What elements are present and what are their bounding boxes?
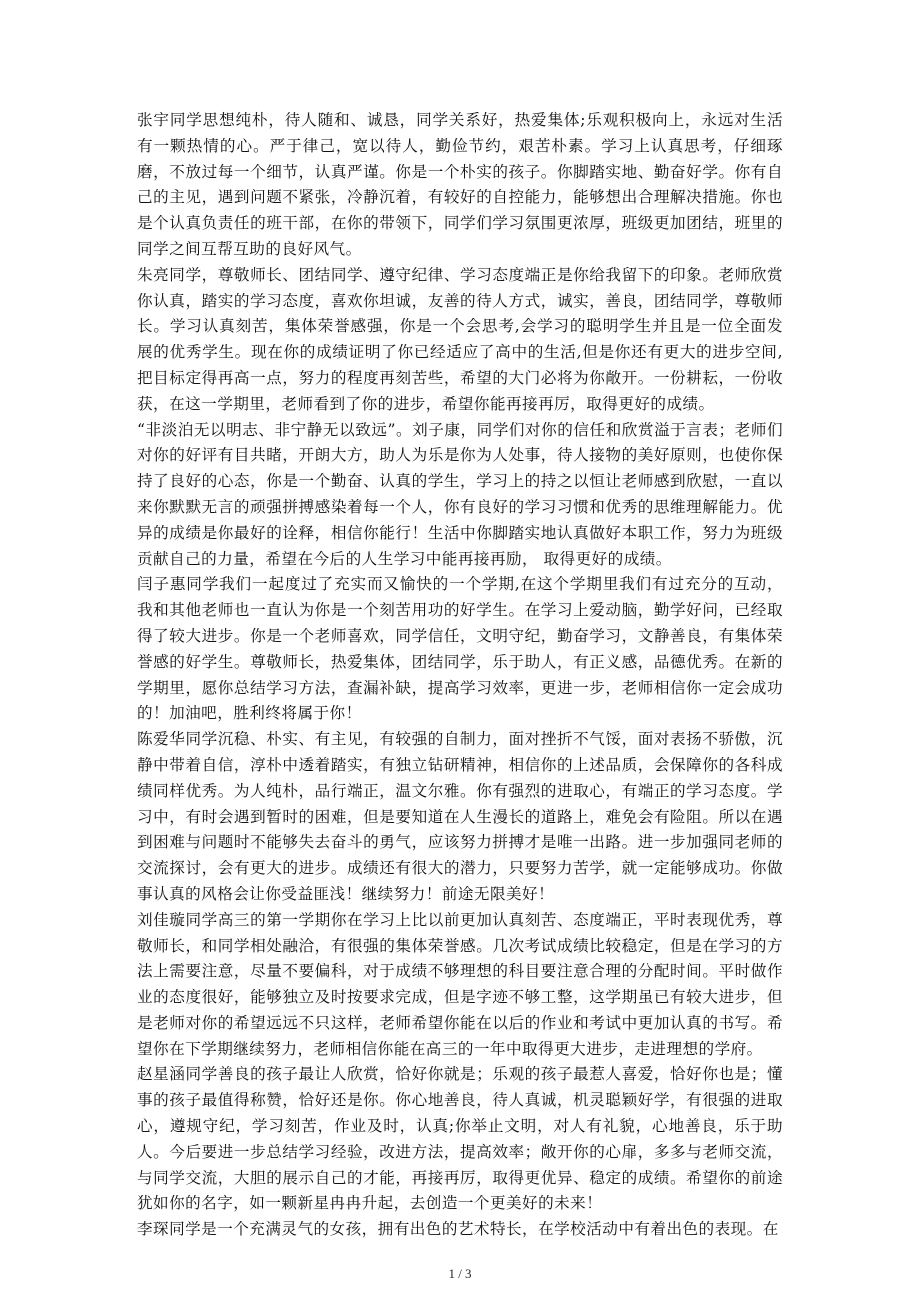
comment-paragraph-liu-jiaxuan: 刘佳璇同学高三的第一学期你在学习上比以前更加认真刻苦、态度端正，平时表现优秀，尊敬师长，和同学相处融洽，有很强的集体荣誉感。几次考试成绩比较稳定，但是在学习的方法上需要注意，尽量不要偏科，对于成绩不够理想的科目要注意合理的分配时间。平时做作业的态度很好，能够独立及时按要求完成，但是字迹不够工整，这学期虽已有较大进步，但是老师对你的希望远远不只这样，老师希望你能在以后的作业和考试中更加认真的书写。希望你在下学期继续努力，老师相信你能在高三的一年中取得更大进步，走进理想的学府。 xyxy=(137,910,783,1058)
comment-paragraph-yan-zihui: 闫子惠同学我们一起度过了充实而又愉快的一个学期,在这个学期里我们有过充分的互动，我和其他老师也一直认为你是一个刻苦用功的好学生。在学习上爱动脑，勤学好问，已经取得了较大进步。你是一个老师喜欢，同学信任，文明守纪，勤奋学习，文静善良，有集体荣誉感的好学生。尊敬师长，热爱集体，团结同学，乐于助人，有正义感，品德优秀。在新的学期里，愿你总结学习方法，查漏补缺，提高学习效率，更进一步，老师相信你一定会成功的！加油吧，胜利终将属于你！ xyxy=(137,575,783,723)
comment-paragraph-li-chen: 李琛同学是一个充满灵气的女孩，拥有出色的艺术特长，在学校活动中有着出色的表现。在 xyxy=(137,1220,779,1239)
page-number: 1 / 3 xyxy=(448,1266,472,1281)
comment-paragraph-zhao-xinghan: 赵星涵同学善良的孩子最让人欣赏，恰好你就是；乐观的孩子最惹人喜爱，恰好你也是；懂事的孩子最值得称赞，恰好还是你。你心地善良，待人真诚，机灵聪颖好学，有很强的进取心，遵规守纪，学习刻苦，作业及时，认真;你举止文明，对人有礼貌，心地善良，乐于助人。今后要进一步总结学习经验，改进方法，提高效率；敞开你的心扉，多多与老师交流，与同学交流，大胆的展示自己的才能，再接再厉，取得更优异、稳定的成绩。希望你的前途犹如你的名字，如一颗新星冉冉升起，去创造一个更美好的未来！ xyxy=(137,1065,783,1213)
comment-paragraph-liu-zikang: “非淡泊无以明志、非宁静无以致远”。刘子康，同学们对你的信任和欣赏溢于言表；老师们对你的好评有目共睹，开朗大方，助人为乐是你为人处事，待人接物的美好原则，也使你保持了良好的心态，你是一个勤奋、认真的学生，学习上的持之以恒让老师感到欣慰，一直以来你默默无言的顽强拼搏感染着每一个人，你有良好的学习习惯和优秀的思维理解能力。优异的成绩是你最好的诠释，相信你能行！生活中你脚踏实地认真做好本职工作，努力为班级贡献自己的力量，希望在今后的人生学习中能再接再励， 取得更好的成绩。 xyxy=(137,420,783,568)
document-body xyxy=(137,108,783,1243)
comment-paragraph-chen-aihua: 陈爱华同学沉稳、朴实、有主见，有较强的自制力，面对挫折不气馁，面对表扬不骄傲，沉静中带着自信，淳朴中透着踏实，有独立钻研精神，相信你的上述品质，会保障你的各科成绩同样优秀。为人纯朴，品行端正，温文尔雅。你有强烈的进取心，有端正的学习态度。学习中，有时会遇到暂时的困难，但是要知道在人生漫长的道路上，难免会有险阻。所以在遇到困难与问题时不能够失去奋斗的勇气，应该努力拼搏才是唯一出路。进一步加强同老师的交流探讨，会有更大的进步。成绩还有很大的潜力，只要努力苦学，就一定能够成功。你做事认真的风格会让你受益匪浅！继续努力！前途无限美好！ xyxy=(137,730,783,903)
comment-paragraph-zhang-yu: 张宇同学思想纯朴，待人随和、诚恳，同学关系好，热爱集体;乐观积极向上，永远对生活有一颗热情的心。严于律己，宽以待人，勤俭节约，艰苦朴素。学习上认真思考，仔细琢磨，不放过每一个细节，认真严谨。你是一个朴实的孩子。你脚踏实地、勤奋好学。你有自己的主见，遇到问题不紧张，冷静沉着，有较好的自控能力，能够想出合理解决措施。你也是个认真负责任的班干部，在你的带领下，同学们学习氛围更浓厚，班级更加团结，班里的同学之间互帮互助的良好风气。 xyxy=(137,111,783,258)
comment-paragraph-zhu-liang: 朱亮同学，尊敬师长、团结同学、遵守纪律、学习态度端正是你给我留下的印象。老师欣赏你认真，踏实的学习态度，喜欢你坦诚，友善的待人方式，诚实，善良，团结同学，尊敬师长。学习认真刻苦，集体荣誉感强，你是一个会思考,会学习的聪明学生并且是一位全面发展的优秀学生。现在你的成绩证明了你已经适应了高中的生活,但是你还有更大的进步空间,把目标定得再高一点，努力的程度再刻苦些，希望的大门必将为你敞开。一份耕耘，一份收获，在这一学期里，老师看到了你的进步，希望你能再接再厉，取得更好的成绩。 xyxy=(137,265,783,413)
